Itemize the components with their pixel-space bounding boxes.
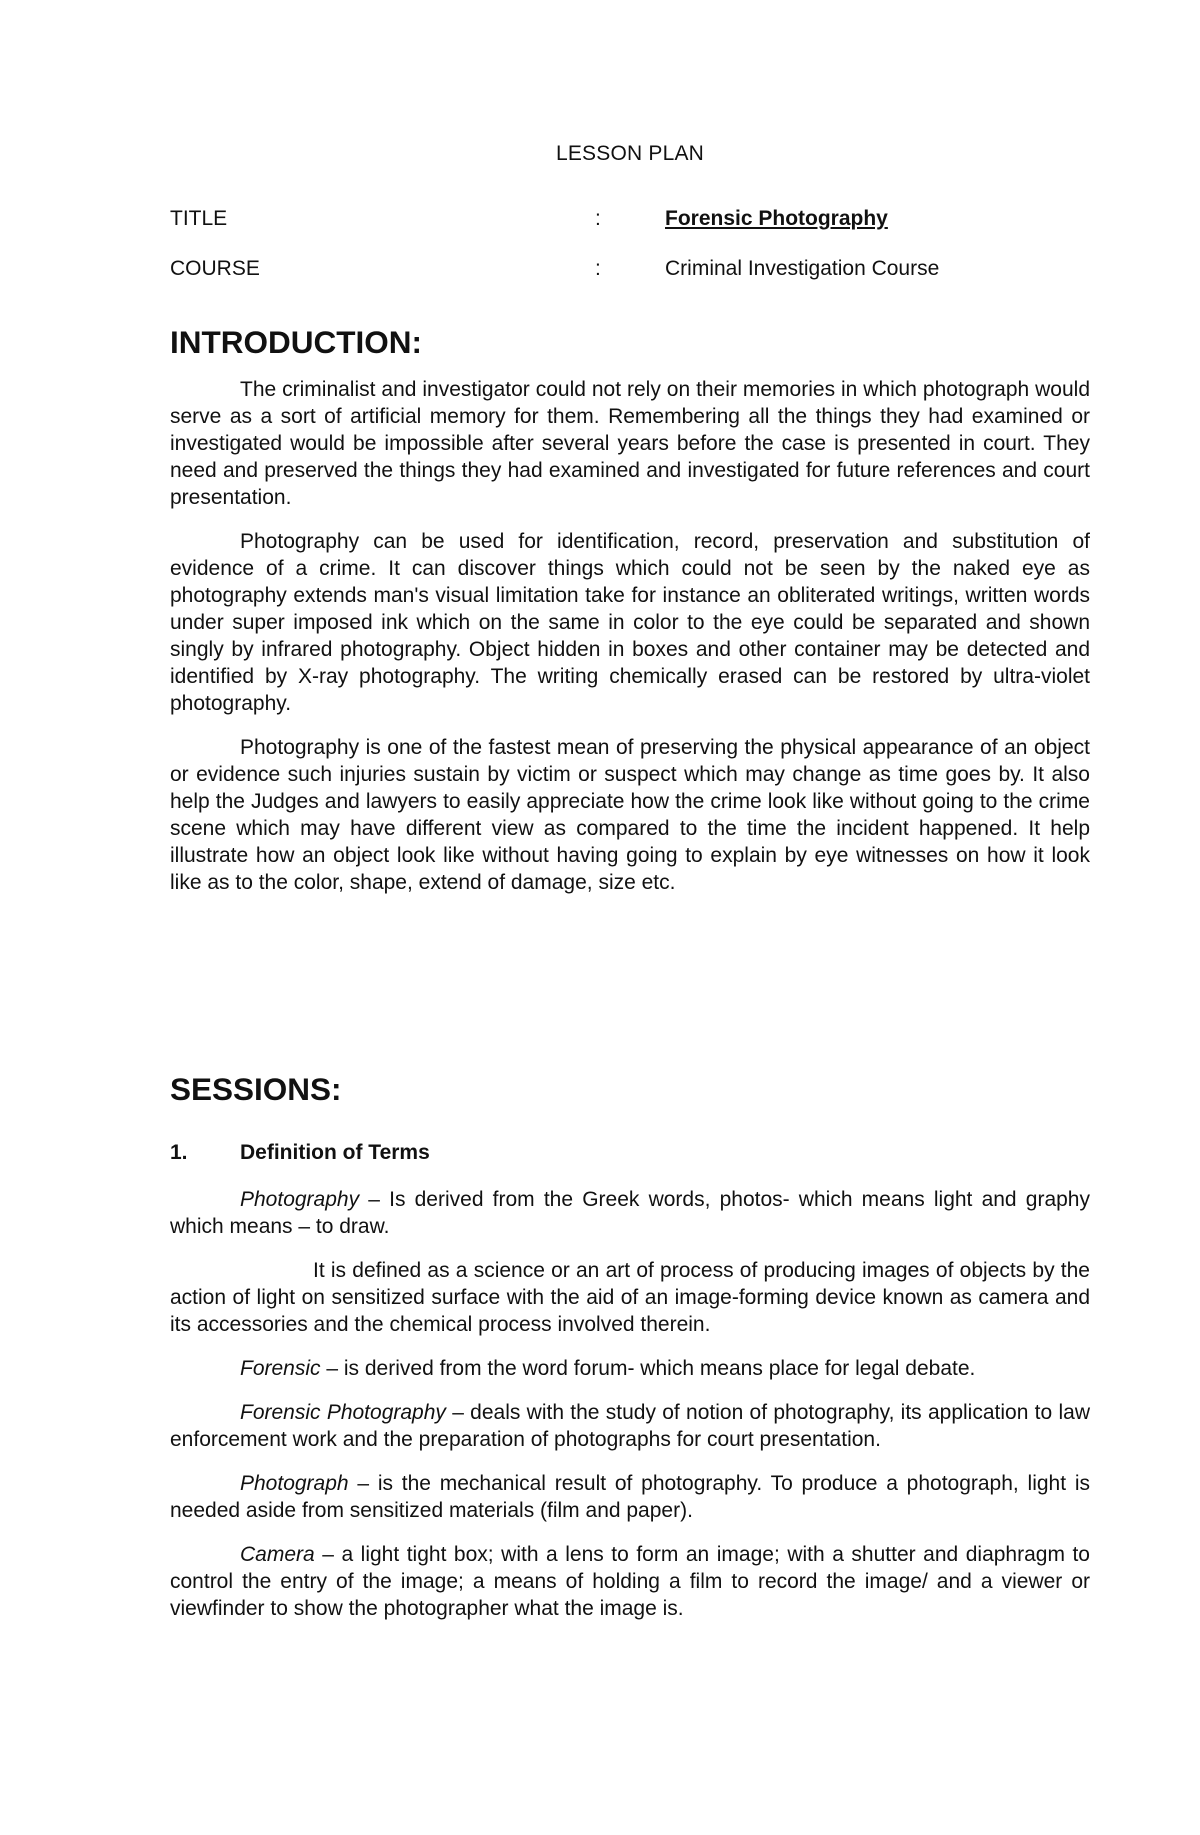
definition-text: – is derived from the word forum- which means place for legal debate. bbox=[320, 1357, 976, 1380]
definition-paragraph bbox=[170, 1355, 1090, 1382]
definition-text: – is the mechanical result of photography. To produce a photograph, light is needed aside from sensitized materials (film and paper). bbox=[170, 1472, 1090, 1522]
definition-text: – Is derived from the Greek words, photos- which means light and graphy which means – to draw. bbox=[170, 1188, 1090, 1238]
introduction-heading: INTRODUCTION: bbox=[170, 324, 422, 360]
meta-colon: : bbox=[595, 257, 601, 280]
document-content bbox=[170, 140, 1090, 1639]
definition-text: It is defined as a science or an art of process of producing images of objects by the action of light on sensitized surface with the aid of an image-forming device known as camera and its accessories and the chemical process involved therein. bbox=[170, 1259, 1090, 1336]
meta-label: COURSE bbox=[170, 257, 260, 280]
definition-term: Camera bbox=[240, 1543, 315, 1566]
definition-paragraph bbox=[170, 1186, 1090, 1240]
meta-colon: : bbox=[595, 207, 601, 230]
definition-paragraph bbox=[170, 1470, 1090, 1524]
meta-value-course: Criminal Investigation Course bbox=[665, 257, 940, 280]
introduction-paragraph: The criminalist and investigator could not rely on their memories in which photograph would serve as a sort of artificial memory for them. Remembering all the things they had examined or investigated would be impossible after several years before the case is presented in court. They need and preserved the things they had examined and investigated for future references and court presentation. bbox=[170, 378, 1090, 509]
definition-paragraph bbox=[170, 1541, 1090, 1622]
definition-paragraph bbox=[170, 1399, 1090, 1453]
definition-term: Photograph bbox=[240, 1472, 349, 1495]
meta-value-title: Forensic Photography bbox=[665, 207, 888, 230]
page-title: LESSON PLAN bbox=[555, 142, 705, 165]
definition-paragraph bbox=[170, 1257, 1090, 1338]
definition-term: Photography bbox=[240, 1188, 360, 1211]
definition-text: – a light tight box; with a lens to form an image; with a shutter and diaphragm to control the entry of the image; a means of holding a film to record the image/ and a viewer or viewfinder to show the photographer what the image is. bbox=[170, 1543, 1090, 1620]
sessions-heading: SESSIONS: bbox=[170, 1071, 342, 1107]
introduction-paragraph: Photography is one of the fastest mean of preserving the physical appearance of an object or evidence such injuries sustain by victim or suspect which may change as time goes by. It also help the Judges and lawyers to easily appreciate how the crime look like without going to the crime scene which may have different view as compared to the time the incident happened. It help illustrate how an object look like without having going to explain by eye witnesses on how it look like as to the color, shape, extend of damage, size etc. bbox=[170, 736, 1090, 894]
meta-row-course bbox=[170, 255, 1090, 282]
definition-term: Forensic bbox=[240, 1357, 321, 1380]
meta-row-title bbox=[170, 205, 1090, 232]
definition-term: Forensic Photography bbox=[240, 1401, 446, 1424]
numbered-heading bbox=[170, 1139, 1090, 1166]
introduction-paragraph: Photography can be used for identification, record, preservation and substitution of evidence of a crime. It can discover things which could not be seen by the naked eye as photography extends man's visual limitation take for instance an obliterated writings, written words under super imposed ink which on the same in color to the eye could be separated and shown singly by infrared photography. Object hidden in boxes and other container may be detected and identified by X-ray photography. The writing chemically erased can be restored by ultra-violet photography. bbox=[170, 530, 1090, 715]
meta-label: TITLE bbox=[170, 207, 228, 230]
definition-text: – deals with the study of notion of photography, its application to law enforcement work and the preparation of photographs for court presentation. bbox=[170, 1401, 1090, 1451]
item-number: 1. bbox=[170, 1141, 188, 1164]
item-title: Definition of Terms bbox=[240, 1141, 430, 1164]
